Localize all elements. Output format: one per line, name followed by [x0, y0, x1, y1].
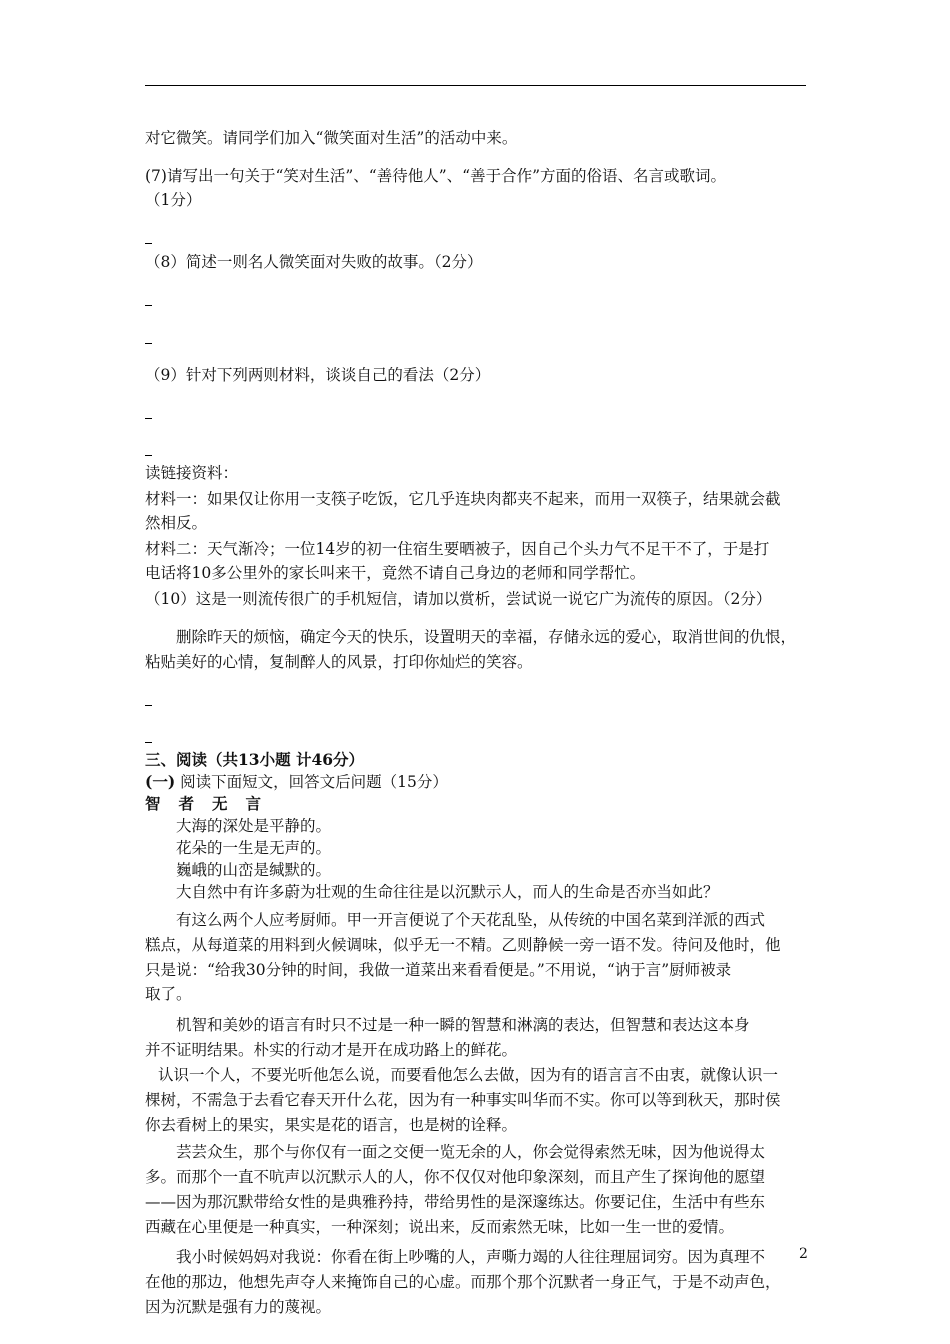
article-paragraph: 巍峨的山峦是缄默的。	[176, 861, 332, 879]
read-link-label: 读链接资料：	[145, 464, 239, 482]
answer-blank	[145, 742, 152, 743]
sms-text-cont: 粘贴美好的心情，复制醉人的风景，打印你灿烂的笑容。	[145, 653, 533, 671]
text-line: 对它微笑。请同学们加入“微笑面对生活”的活动中来。	[145, 129, 518, 147]
material-2: 材料二：天气渐冷；一位14岁的初一住宿生要晒被子，因自己个头力气不足干不了，于是打	[145, 540, 770, 558]
article-paragraph: 大海的深处是平静的。	[176, 817, 332, 835]
material-1-cont: 然相反。	[145, 514, 208, 532]
answer-blank	[145, 305, 152, 306]
material-2-cont: 电话将10多公里外的家长叫来干，竟然不请自己身边的老师和同学帮忙。	[145, 564, 646, 582]
question-8: （8）简述一则名人微笑面对失败的故事。（2分）	[145, 253, 483, 271]
question-7: (7)请写出一句关于“笑对生活”、“善待他人”、“善于合作”方面的俗语、名言或歌词。	[145, 167, 727, 185]
article-line: 只是说：“给我30分钟的时间，我做一道菜出来看看便是。”不用说，“讷于言”厨师被录	[145, 961, 732, 979]
article-paragraph: 有这么两个人应考厨师。甲一开言便说了个天花乱坠，从传统的中国名菜到洋派的西式	[176, 911, 766, 929]
question-9: （9）针对下列两则材料，谈谈自己的看法（2分）	[145, 366, 491, 384]
article-line: ——因为那沉默带给女性的是典雅矜持，带给男性的是深邃练达。你要记住，生活中有些东	[145, 1193, 766, 1211]
page-number: 2	[799, 1246, 808, 1262]
header-rule	[145, 85, 806, 86]
article-line: 并不证明结果。朴实的行动才是开在成功路上的鲜花。	[145, 1041, 518, 1059]
part-1-number: (一)	[145, 772, 176, 791]
article-line: 你去看树上的果实，果实是花的语言，也是树的诠释。	[145, 1116, 518, 1134]
article-paragraph: 机智和美妙的语言有时只不过是一种一瞬的智慧和淋漓的表达，但智慧和表达这本身	[176, 1016, 750, 1034]
article-line: 因为沉默是强有力的蔑视。	[145, 1298, 332, 1316]
article-paragraph: 认识一个人，不要光听他怎么说，而要看他怎么去做，因为有的语言言不由衷，就像认识一	[158, 1066, 779, 1084]
article-line: 多。而那个一直不吭声以沉默示人的人，你不仅仅对他印象深刻，而且产生了探询他的愿望	[145, 1168, 766, 1186]
article-line: 在他的那边，他想先声夺人来掩饰自己的心虚。而那个那个沉默者一身正气，于是不动声色，	[145, 1273, 781, 1291]
answer-blank	[145, 418, 152, 419]
part-1-text: 阅读下面短文，回答文后问题（15分）	[180, 773, 448, 791]
article-line: 棵树，不需急于去看它春天开什么花，因为有一种事实叫华而不实。你可以等到秋天，那时侯	[145, 1091, 781, 1109]
answer-blank	[145, 455, 152, 456]
answer-blank	[145, 705, 152, 706]
sms-text: 删除昨天的烦恼，确定今天的快乐，设置明天的幸福，存储永远的爱心，取消世间的仇恨，	[176, 628, 797, 646]
article-line: 西藏在心里便是一种真实，一种深刻；说出来，反而索然无味，比如一生一世的爱情。	[145, 1218, 735, 1236]
section-heading: 三、阅读（共13小题 计46分）	[145, 750, 365, 769]
article-paragraph: 我小时候妈妈对我说：你看在街上吵嘴的人，声嘶力竭的人往往理屈词穷。因为真理不	[176, 1248, 766, 1266]
question-7-score: （1分）	[145, 191, 202, 209]
article-line: 糕点，从每道菜的用料到火候调味，似乎无一不精。乙则静候一旁一语不发。待问及他时，他	[145, 936, 781, 954]
answer-blank	[145, 343, 152, 344]
answer-blank	[145, 243, 152, 244]
article-paragraph: 花朵的一生是无声的。	[176, 839, 332, 857]
article-paragraph: 芸芸众生，那个与你仅有一面之交便一览无余的人，你会觉得索然无味，因为他说得太	[176, 1143, 766, 1161]
article-title: 智者无言	[145, 794, 280, 813]
article-paragraph: 大自然中有许多蔚为壮观的生命往往是以沉默示人，而人的生命是否亦当如此？	[176, 883, 719, 901]
article-line: 取了。	[145, 985, 192, 1003]
question-10: （10）这是一则流传很广的手机短信，请加以赏析，尝试说一说它广为流传的原因。（2分）	[145, 590, 772, 608]
part-1-instruction	[145, 771, 448, 793]
material-1: 材料一：如果仅让你用一支筷子吃饭，它几乎连块肉都夹不起来，而用一双筷子，结果就会截	[145, 490, 781, 508]
